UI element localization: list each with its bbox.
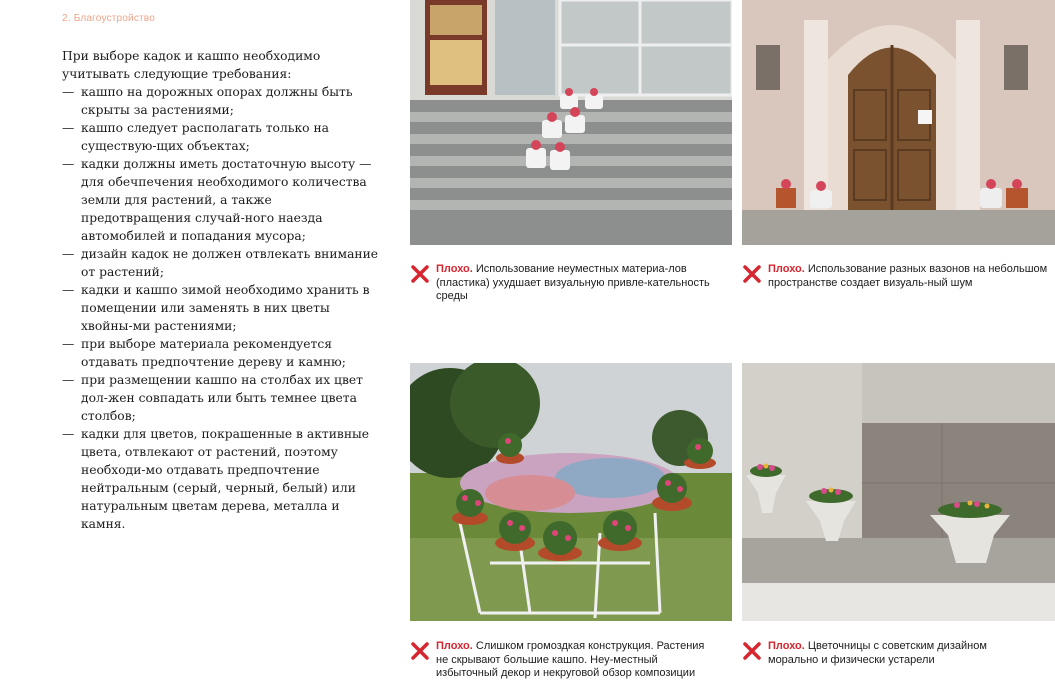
caption-text: Использование разных вазонов на небольшом пространстве создает визуаль-ный шум — [768, 263, 1048, 289]
cross-icon — [410, 641, 430, 661]
photo-bulky-flower-structure — [410, 363, 732, 621]
requirement-item: — кадки должны иметь достаточную высоту — для обечпечения необходимого количества земли для растений, а также предотвращения случай-ного наезда автомобилей и попадания мусора; — [62, 157, 372, 243]
intro-paragraph: При выборе кадок и кашпо необходимо учитывать следующие требования: — [62, 49, 321, 81]
photo-plastic-pots-on-steps — [410, 0, 732, 245]
section-header: 2. Благоустройство — [62, 13, 155, 24]
caption-plastic-pots — [410, 263, 736, 304]
cross-icon — [742, 641, 762, 661]
caption-text: Цветочницы с советским дизайном морально и физически устарели — [768, 640, 987, 666]
cross-icon — [742, 264, 762, 284]
caption-different-planters — [742, 263, 1053, 290]
photo-different-planters-at-door — [742, 0, 1055, 245]
requirements-text — [62, 47, 382, 533]
requirements-list — [62, 83, 382, 533]
requirement-item: — дизайн кадок не должен отвлекать внимание от растений; — [62, 247, 379, 279]
requirement-item: — при выборе материала рекомендуется отдавать предпочтение дереву и камню; — [62, 337, 346, 369]
requirement-item: — кашпо на дорожных опорах должны быть скрыты за растениями; — [62, 85, 353, 117]
bad-label: Плохо. — [436, 263, 473, 275]
caption-soviet-vases — [742, 640, 1038, 667]
caption-text: Использование неуместных материа-лов (пластика) ухудшает визуальную привле-кательность среды — [436, 263, 710, 302]
requirement-item: — кадки и кашпо зимой необходимо хранить в помещении или заменять в них цветы хвойны-ми растениями; — [62, 283, 370, 333]
requirement-item: — кадки для цветов, покрашенные в активные цвета, отвлекают от растений, поэтому необходи-мо отдавать предпочтение нейтральным (серый, черный, белый) или натуральным цветам дерева, металла и камня. — [62, 427, 370, 531]
photo-soviet-flower-vases — [742, 363, 1055, 621]
bad-label: Плохо. — [768, 263, 805, 275]
cross-icon — [410, 264, 430, 284]
caption-bulky-structure — [410, 640, 718, 681]
caption-text: Слишком громоздкая конструкция. Растения не скрывают большие кашпо. Неу-местный избыточный декор и некруговой обзор композиции — [436, 640, 705, 679]
requirement-item: — при размещении кашпо на столбах их цвет дол-жен совпадать или быть темнее цвета столбов; — [62, 373, 363, 423]
bad-label: Плохо. — [436, 640, 473, 652]
bad-label: Плохо. — [768, 640, 805, 652]
requirement-item: — кашпо следует располагать только на существую-щих объектах; — [62, 121, 329, 153]
